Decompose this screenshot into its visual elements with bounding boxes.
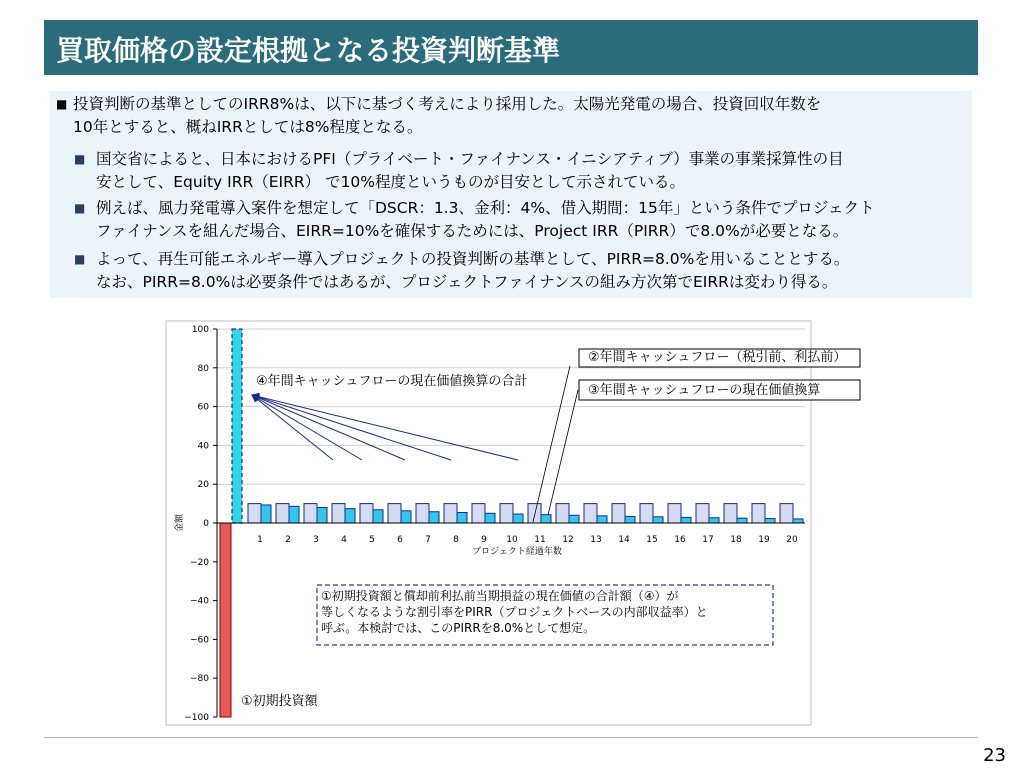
y-tick-label: 80 bbox=[197, 363, 209, 374]
cf-bar bbox=[556, 504, 569, 523]
page-number: 23 bbox=[983, 745, 1006, 766]
x-tick-label: 19 bbox=[758, 535, 770, 545]
pv-bar bbox=[765, 519, 775, 523]
y-tick-label: −100 bbox=[184, 713, 209, 723]
footer-divider bbox=[44, 737, 978, 738]
bullet-line: よって、再生可能エネルギー導入プロジェクトの投資判断の基準として、PIRR=8.0%を用いることとする。 bbox=[96, 250, 850, 268]
x-tick-label: 15 bbox=[646, 535, 658, 545]
pv-bar bbox=[317, 507, 327, 523]
cf-bar bbox=[360, 504, 373, 523]
pv-bar bbox=[513, 514, 523, 523]
initial-investment-bar bbox=[220, 523, 231, 717]
x-tick-label: 9 bbox=[481, 535, 487, 545]
pv-sum-bar bbox=[232, 329, 242, 523]
cf-bar bbox=[304, 504, 317, 523]
cf-bar bbox=[752, 504, 765, 523]
pv-bar bbox=[289, 506, 299, 523]
pv-bar bbox=[429, 512, 439, 523]
cf-bar bbox=[696, 504, 709, 523]
y-tick-label: 40 bbox=[197, 441, 209, 452]
x-tick-label: 13 bbox=[590, 535, 602, 545]
pv-bar bbox=[569, 515, 579, 523]
x-tick-label: 14 bbox=[618, 535, 630, 545]
pv-bar bbox=[597, 516, 607, 523]
pv-bar bbox=[681, 517, 691, 523]
bullet-line: 投資判断の基準としてのIRR8%は、以下に基づく考えにより採用した。太陽光発電の場合、投資回収年数を bbox=[73, 95, 822, 113]
square-bullet-icon: ■ bbox=[74, 152, 86, 166]
note-line: 呼ぶ。本検討では、このPIRRを8.0%として想定。 bbox=[321, 621, 596, 635]
cf-bar bbox=[612, 504, 625, 523]
x-tick-label: 7 bbox=[425, 535, 431, 545]
cf-bar bbox=[528, 504, 541, 523]
note-line: 等しくなるような割引率をPIRR（プロジェクトベースの内部収益率）と bbox=[321, 605, 708, 619]
cf-bar bbox=[444, 504, 457, 523]
cf-bar bbox=[416, 504, 429, 523]
x-tick-label: 18 bbox=[730, 535, 742, 545]
cf-bar bbox=[500, 504, 513, 523]
pv-bar bbox=[793, 519, 803, 523]
pv-bar bbox=[709, 518, 719, 523]
bullet-line: 10年とすると、概ねIRRとしては8%程度となる。 bbox=[73, 118, 423, 136]
cf-legend: ②年間キャッシュフロー（税引前、利払前） bbox=[588, 350, 847, 365]
y-tick-label: −60 bbox=[190, 635, 209, 646]
x-tick-label: 16 bbox=[674, 535, 686, 545]
cf-bar bbox=[668, 504, 681, 523]
x-tick-label: 5 bbox=[369, 535, 375, 545]
page-title: 買取価格の設定根拠となる投資判断基準 bbox=[56, 34, 561, 67]
x-tick-label: 11 bbox=[534, 535, 546, 545]
cf-bar bbox=[276, 504, 289, 523]
cf-bar bbox=[724, 504, 737, 523]
x-tick-label: 1 bbox=[257, 535, 263, 545]
bullet-line: 例えば、風力発電導入案件を想定して「DSCR：1.3、金利：4%、借入期間：15年」という条件でプロジェクト bbox=[96, 199, 875, 217]
y-tick-label: 20 bbox=[197, 480, 209, 491]
pirr-note bbox=[321, 588, 708, 636]
pv-bar bbox=[373, 510, 383, 523]
cf-bar bbox=[472, 504, 485, 523]
x-tick-label: 8 bbox=[453, 535, 459, 545]
x-tick-label: 6 bbox=[397, 535, 403, 545]
pv-sum-label: ④年間キャッシュフローの現在価値換算の合計 bbox=[256, 374, 528, 389]
x-tick-label: 3 bbox=[313, 535, 319, 545]
cf-bar bbox=[640, 504, 653, 523]
initial-investment-label: ①初期投資額 bbox=[241, 694, 318, 709]
pv-bar bbox=[457, 513, 467, 523]
y-tick-label: −20 bbox=[190, 557, 209, 568]
square-bullet-icon: ■ bbox=[56, 97, 68, 111]
x-axis-label: プロジェクト経過年数 bbox=[472, 547, 562, 557]
x-tick-label: 17 bbox=[702, 535, 714, 545]
bullet-line: 安として、Equity IRR（EIRR） で10%程度というものが目安として示されている。 bbox=[96, 173, 686, 191]
cf-bar bbox=[584, 504, 597, 523]
cf-bar bbox=[780, 504, 793, 523]
pv-bar bbox=[653, 517, 663, 523]
square-bullet-icon: ■ bbox=[74, 201, 86, 215]
pv-bar bbox=[625, 516, 635, 523]
y-tick-label: −80 bbox=[190, 674, 209, 685]
bullet-line: ファイナンスを組んだ場合、EIRR=10%を確保するためには、Project IRR（PIRR）で8.0%が必要となる。 bbox=[96, 222, 849, 240]
y-tick-label: 100 bbox=[191, 325, 209, 335]
y-tick-label: 0 bbox=[203, 519, 209, 529]
pv-bar bbox=[345, 509, 355, 523]
pv-bar bbox=[541, 515, 551, 523]
x-tick-label: 2 bbox=[285, 535, 291, 545]
cf-bar bbox=[248, 504, 261, 523]
bullet-line: なお、PIRR=8.0%は必要条件ではあるが、プロジェクトファイナンスの組み方次第でEIRRは変わり得る。 bbox=[96, 273, 838, 291]
y-tick-label: −40 bbox=[190, 596, 209, 607]
x-tick-label: 4 bbox=[341, 535, 347, 545]
x-tick-label: 10 bbox=[506, 535, 518, 545]
cf-bar bbox=[332, 504, 345, 523]
pv-bar bbox=[261, 505, 271, 523]
pv-legend: ③年間キャッシュフローの現在価値換算 bbox=[588, 383, 821, 398]
x-tick-label: 20 bbox=[786, 535, 798, 545]
square-bullet-icon: ■ bbox=[74, 252, 86, 266]
note-line: ①初期投資額と償却前利払前当期損益の現在価値の合計額（④）が bbox=[321, 589, 679, 603]
cf-bar bbox=[388, 504, 401, 523]
pv-bar bbox=[485, 513, 495, 523]
x-tick-label: 12 bbox=[562, 535, 574, 545]
y-tick-label: 60 bbox=[197, 402, 209, 413]
pv-bar bbox=[737, 518, 747, 523]
pv-bar bbox=[401, 511, 411, 523]
y-axis-label: 金額 bbox=[175, 513, 185, 533]
bullet-line: 国交省によると、日本におけるPFI（プライベート・ファイナンス・イニシアティブ）事業の事業採算性の目 bbox=[96, 150, 844, 168]
